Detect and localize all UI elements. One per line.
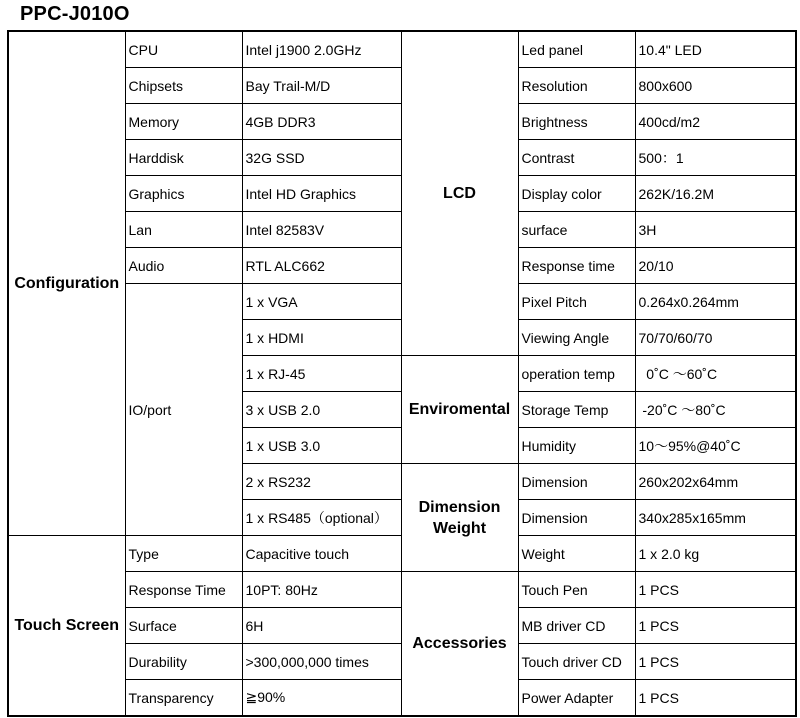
spec-value: 10.4" LED (635, 31, 796, 68)
spec-key: Surface (125, 608, 242, 644)
spec-key: Touch Pen (518, 572, 635, 608)
spec-value: 1 x RS485（optional） (242, 500, 401, 536)
spec-key: Response time (518, 248, 635, 284)
spec-key: MB driver CD (518, 608, 635, 644)
section-dimension-label: Dimension (418, 498, 501, 516)
spec-value: 6H (242, 608, 401, 644)
spec-value: Capacitive touch (242, 536, 401, 572)
section-environmental: Enviromental (401, 356, 518, 464)
product-title: PPC-J010O (20, 3, 130, 25)
spec-key: Memory (125, 104, 242, 140)
spec-value: 1 x HDMI (242, 320, 401, 356)
spec-key: Dimension (518, 500, 635, 536)
spec-key: Viewing Angle (518, 320, 635, 356)
spec-key: Transparency (125, 680, 242, 717)
spec-value: Bay Trail-M/D (242, 68, 401, 104)
spec-value: 800x600 (635, 68, 796, 104)
spec-value: ≧90% (242, 680, 401, 717)
spec-table (7, 30, 797, 717)
spec-value: 3 x USB 2.0 (242, 392, 401, 428)
spec-value: 1 PCS (635, 572, 796, 608)
table-row (8, 572, 796, 608)
section-touch-screen: Touch Screen (8, 536, 125, 717)
spec-key: Audio (125, 248, 242, 284)
spec-key: Power Adapter (518, 680, 635, 717)
spec-value: 4GB DDR3 (242, 104, 401, 140)
spec-key: Display color (518, 176, 635, 212)
section-weight-label: Weight (432, 519, 487, 537)
spec-key: CPU (125, 31, 242, 68)
spec-value: 400cd/m2 (635, 104, 796, 140)
spec-value: >300,000,000 times (242, 644, 401, 680)
spec-value: RTL ALC662 (242, 248, 401, 284)
section-accessories: Accessories (401, 572, 518, 717)
spec-key: Dimension (518, 464, 635, 500)
spec-key: Type (125, 536, 242, 572)
spec-value: Intel 82583V (242, 212, 401, 248)
spec-key-io-port: IO/port (125, 284, 242, 536)
spec-value: Intel HD Graphics (242, 176, 401, 212)
spec-key: surface (518, 212, 635, 248)
section-dimension-weight (401, 464, 518, 572)
section-configuration: Configuration (8, 31, 125, 536)
spec-key: Touch driver CD (518, 644, 635, 680)
spec-value: 10～95%@40˚C (635, 428, 796, 464)
spec-key: Resolution (518, 68, 635, 104)
spec-value: 10PT: 80Hz (242, 572, 401, 608)
spec-value: 500：1 (635, 140, 796, 176)
spec-key: Lan (125, 212, 242, 248)
spec-value: Intel j1900 2.0GHz (242, 31, 401, 68)
spec-value: 1 x RJ-45 (242, 356, 401, 392)
spec-value: 32G SSD (242, 140, 401, 176)
spec-key: Storage Temp (518, 392, 635, 428)
spec-key: Response Time (125, 572, 242, 608)
spec-value: 1 PCS (635, 680, 796, 717)
table-row (8, 31, 796, 68)
spec-value: 3H (635, 212, 796, 248)
spec-value: 70/70/60/70 (635, 320, 796, 356)
spec-value: 260x202x64mm (635, 464, 796, 500)
spec-key: Led panel (518, 31, 635, 68)
spec-key: Graphics (125, 176, 242, 212)
spec-key: Harddisk (125, 140, 242, 176)
spec-value: 1 x USB 3.0 (242, 428, 401, 464)
spec-value: 0.264x0.264mm (635, 284, 796, 320)
spec-key: Humidity (518, 428, 635, 464)
spec-key: Durability (125, 644, 242, 680)
spec-value: 340x285x165mm (635, 500, 796, 536)
spec-key: Brightness (518, 104, 635, 140)
spec-value: 2 x RS232 (242, 464, 401, 500)
spec-key: Chipsets (125, 68, 242, 104)
spec-value: 1 PCS (635, 644, 796, 680)
spec-key: Pixel Pitch (518, 284, 635, 320)
spec-key: Contrast (518, 140, 635, 176)
spec-value: 1 PCS (635, 608, 796, 644)
spec-value: -20˚C ～80˚C (635, 392, 796, 428)
spec-value: 262K/16.2M (635, 176, 796, 212)
spec-key: Weight (518, 536, 635, 572)
spec-value: 1 x VGA (242, 284, 401, 320)
spec-key: operation temp (518, 356, 635, 392)
section-lcd: LCD (401, 31, 518, 356)
spec-value: 20/10 (635, 248, 796, 284)
spec-value: 1 x 2.0 kg (635, 536, 796, 572)
spec-value: 0˚C ～60˚C (635, 356, 796, 392)
